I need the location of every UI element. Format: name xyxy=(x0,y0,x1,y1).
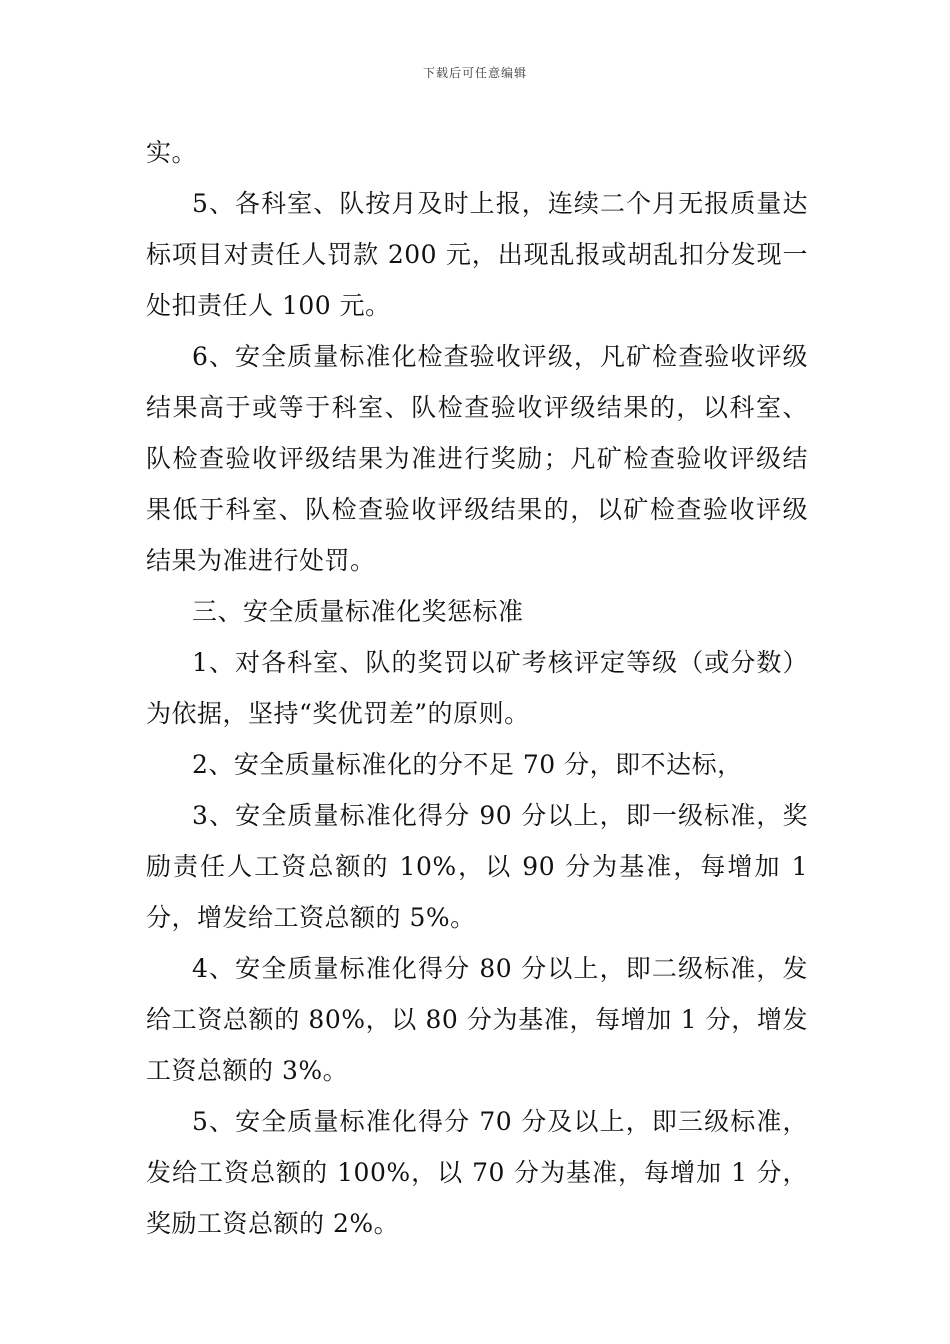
paragraph-rule-5: 5、安全质量标准化得分 70 分及以上，即三级标准，发给工资总额的 100%，以 70 分为基准，每增加 1 分，奖励工资总额的 2%。 xyxy=(146,1107,808,1238)
paragraph-rule-2: 2、安全质量标准化的分不足 70 分，即不达标， xyxy=(192,750,743,779)
paragraph-continuation: 实。 xyxy=(146,138,198,167)
paragraph-item-5-reporting: 5、各科室、队按月及时上报，连续二个月无报质量达标项目对责任人罚款 200 元，出现乱报或胡乱扣分发现一处扣责任人 100 元。 xyxy=(146,189,808,320)
section-heading-rewards-standard: 三、安全质量标准化奖惩标准 xyxy=(192,597,524,626)
paragraph-item-6-inspection: 6、安全质量标准化检查验收评级，凡矿检查验收评级结果高于或等于科室、队检查验收评级结果的，以科室、队检查验收评级结果为准进行奖励；凡矿检查验收评级结果低于科室、队检查验收评级结果的，以矿检查验收评级结果为准进行处罚。 xyxy=(146,342,808,575)
paragraph-rule-3: 3、安全质量标准化得分 90 分以上，即一级标准，奖励责任人工资总额的 10%，以 90 分为基准，每增加 1 分，增发给工资总额的 5%。 xyxy=(146,801,808,932)
document-body xyxy=(146,127,808,1249)
header-note: 下载后可任意编辑 xyxy=(422,66,527,80)
paragraph-rule-1: 1、对各科室、队的奖罚以矿考核评定等级（或分数）为依据，坚持“奖优罚差”的原则。 xyxy=(146,648,808,728)
paragraph-rule-4: 4、安全质量标准化得分 80 分以上，即二级标准，发给工资总额的 80%，以 80 分为基准，每增加 1 分，增发工资总额的 3%。 xyxy=(146,954,808,1085)
